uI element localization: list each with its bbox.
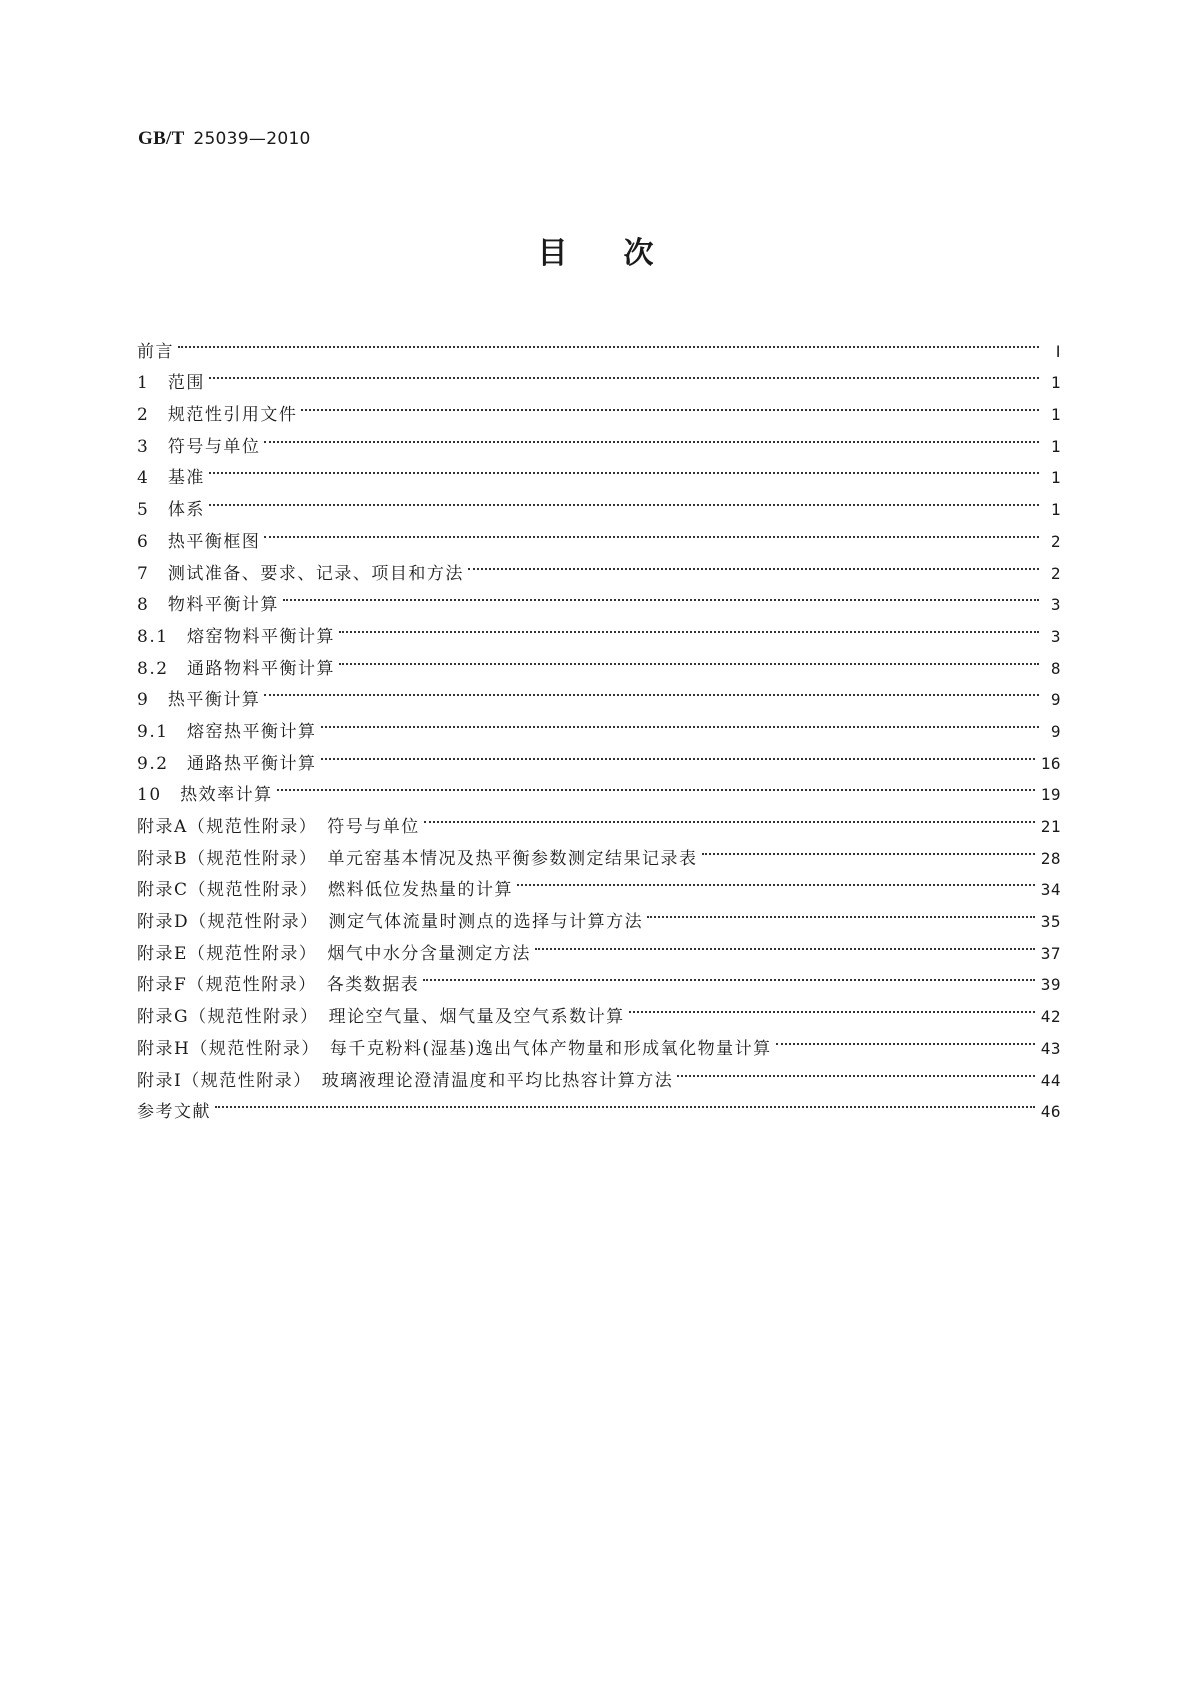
toc-entry-label: 附录D（规范性附录） 测定气体流量时测点的选择与计算方法 (137, 912, 644, 933)
toc-entry-page-number: 19 (1040, 785, 1061, 805)
toc-entry-page-number: 39 (1040, 975, 1061, 995)
page-title: 目次 (537, 236, 710, 271)
toc-entry-page-number: 1 (1050, 436, 1061, 456)
toc-entry-label: 附录F（规范性附录） 各类数据表 (137, 975, 420, 996)
toc-dot-leader (647, 895, 1035, 927)
toc-entry-page-number: 3 (1050, 595, 1061, 615)
toc-dot-leader (776, 1022, 1035, 1054)
toc-entry-page-number: 3 (1050, 626, 1061, 646)
toc-dot-leader (277, 769, 1035, 801)
toc-dot-leader (264, 420, 1039, 452)
toc-entry-page-number: 43 (1040, 1038, 1061, 1058)
toc-entry-label: 附录H（规范性附录） 每千克粉料(湿基)逸出气体产物量和形成氧化物量计算 (137, 1038, 772, 1059)
toc-entry-page-number: 1 (1050, 373, 1061, 393)
toc-entry-label: 附录C（规范性附录） 燃料低位发热量的计算 (137, 880, 514, 901)
toc-entry-label: 10 热效率计算 (137, 785, 273, 806)
toc-entry[interactable] (137, 388, 1061, 426)
toc-entry[interactable] (137, 705, 1061, 742)
toc-entry-page-number: 28 (1040, 848, 1061, 868)
toc-entry-page-number: 37 (1040, 943, 1061, 963)
toc-entry-label: 附录E（规范性附录） 烟气中水分含量测定方法 (137, 943, 531, 964)
toc-entry-label: 2 规范性引用文件 (137, 405, 298, 426)
toc-entry-label: 9.1 熔窑热平衡计算 (137, 721, 317, 742)
toc-entry[interactable] (137, 515, 1061, 552)
toc-dot-leader (517, 864, 1035, 896)
toc-entry-page-number: 16 (1040, 753, 1061, 773)
toc-dot-leader (301, 388, 1039, 420)
toc-dot-leader (629, 990, 1035, 1022)
toc-dot-leader (339, 642, 1039, 674)
toc-dot-leader (209, 483, 1039, 515)
toc-entry-label: 4 基准 (137, 468, 205, 489)
toc-entry-label: 附录I（规范性附录） 玻璃液理论澄清温度和平均比热容计算方法 (137, 1070, 674, 1091)
toc-dot-leader (339, 610, 1039, 642)
toc-dot-leader (468, 547, 1039, 579)
toc-entry-label: 8.2 通路物料平衡计算 (137, 658, 336, 679)
toc-entry-page-number: 21 (1040, 817, 1061, 836)
toc-entry-page-number: 44 (1040, 1070, 1061, 1090)
table-of-contents (137, 325, 1061, 1123)
toc-entry-page-number: 42 (1040, 1007, 1061, 1027)
toc-entry-label: 附录G（规范性附录） 理论空气量、烟气量及空气系数计算 (137, 1007, 625, 1028)
toc-entry[interactable] (137, 420, 1061, 457)
toc-entry-page-number: 9 (1050, 690, 1061, 710)
toc-entry-page-number: 2 (1050, 563, 1061, 583)
toc-entry-page-number: 2 (1050, 531, 1061, 551)
toc-entry-page-number: Ⅰ (1055, 341, 1061, 361)
toc-dot-leader (215, 1086, 1035, 1118)
toc-entry-label: 参考文献 (137, 1102, 211, 1123)
standard-code: 25039—2010 (193, 129, 311, 149)
toc-entry[interactable] (137, 547, 1061, 584)
toc-entry-label: 8 物料平衡计算 (137, 595, 279, 616)
toc-entry-page-number: 1 (1050, 500, 1061, 520)
toc-dot-leader (535, 927, 1035, 959)
toc-entry-page-number: 9 (1050, 721, 1061, 741)
toc-entry-label: 3 符号与单位 (137, 436, 261, 457)
toc-entry-label: 8.1 熔窑物料平衡计算 (137, 626, 336, 647)
toc-dot-leader (321, 737, 1035, 769)
toc-entry-label: 9.2 通路热平衡计算 (137, 753, 317, 774)
toc-dot-leader (264, 515, 1039, 547)
toc-entry-label: 6 热平衡框图 (137, 531, 261, 552)
toc-entry[interactable] (137, 452, 1061, 489)
toc-entry-page-number: 8 (1050, 658, 1061, 678)
toc-dot-leader (677, 1054, 1035, 1086)
toc-dot-leader (178, 325, 1039, 357)
toc-entry-label: 前言 (137, 341, 174, 362)
toc-entry-page-number: 35 (1040, 912, 1061, 932)
toc-entry-page-number: 46 (1040, 1102, 1061, 1122)
toc-entry-label: 1 范围 (137, 373, 205, 394)
toc-entry[interactable] (137, 357, 1061, 394)
toc-entry[interactable] (137, 674, 1061, 711)
toc-entry-page-number: 34 (1040, 880, 1061, 900)
toc-dot-leader (423, 959, 1034, 991)
standard-number (138, 128, 311, 150)
toc-entry[interactable] (137, 1086, 1061, 1123)
toc-dot-leader (702, 832, 1035, 864)
toc-entry-label: 5 体系 (137, 500, 205, 521)
toc-dot-leader (321, 705, 1039, 737)
toc-entry-label: 9 热平衡计算 (137, 690, 261, 711)
toc-dot-leader (424, 800, 1035, 832)
toc-entry[interactable] (137, 325, 1061, 362)
toc-entry-label: 附录B（规范性附录） 单元窑基本情况及热平衡参数测定结果记录表 (137, 848, 698, 869)
toc-dot-leader (264, 674, 1039, 706)
toc-entry-page-number: 1 (1050, 405, 1061, 425)
toc-entry[interactable] (137, 483, 1061, 521)
standard-prefix: GB/T (138, 128, 185, 149)
toc-entry-label: 7 测试准备、要求、记录、项目和方法 (137, 563, 464, 584)
toc-dot-leader (209, 452, 1039, 484)
toc-dot-leader (209, 357, 1039, 389)
toc-entry-label: 附录A（规范性附录） 符号与单位 (137, 817, 420, 837)
toc-dot-leader (283, 579, 1039, 611)
toc-entry-page-number: 1 (1050, 468, 1061, 488)
